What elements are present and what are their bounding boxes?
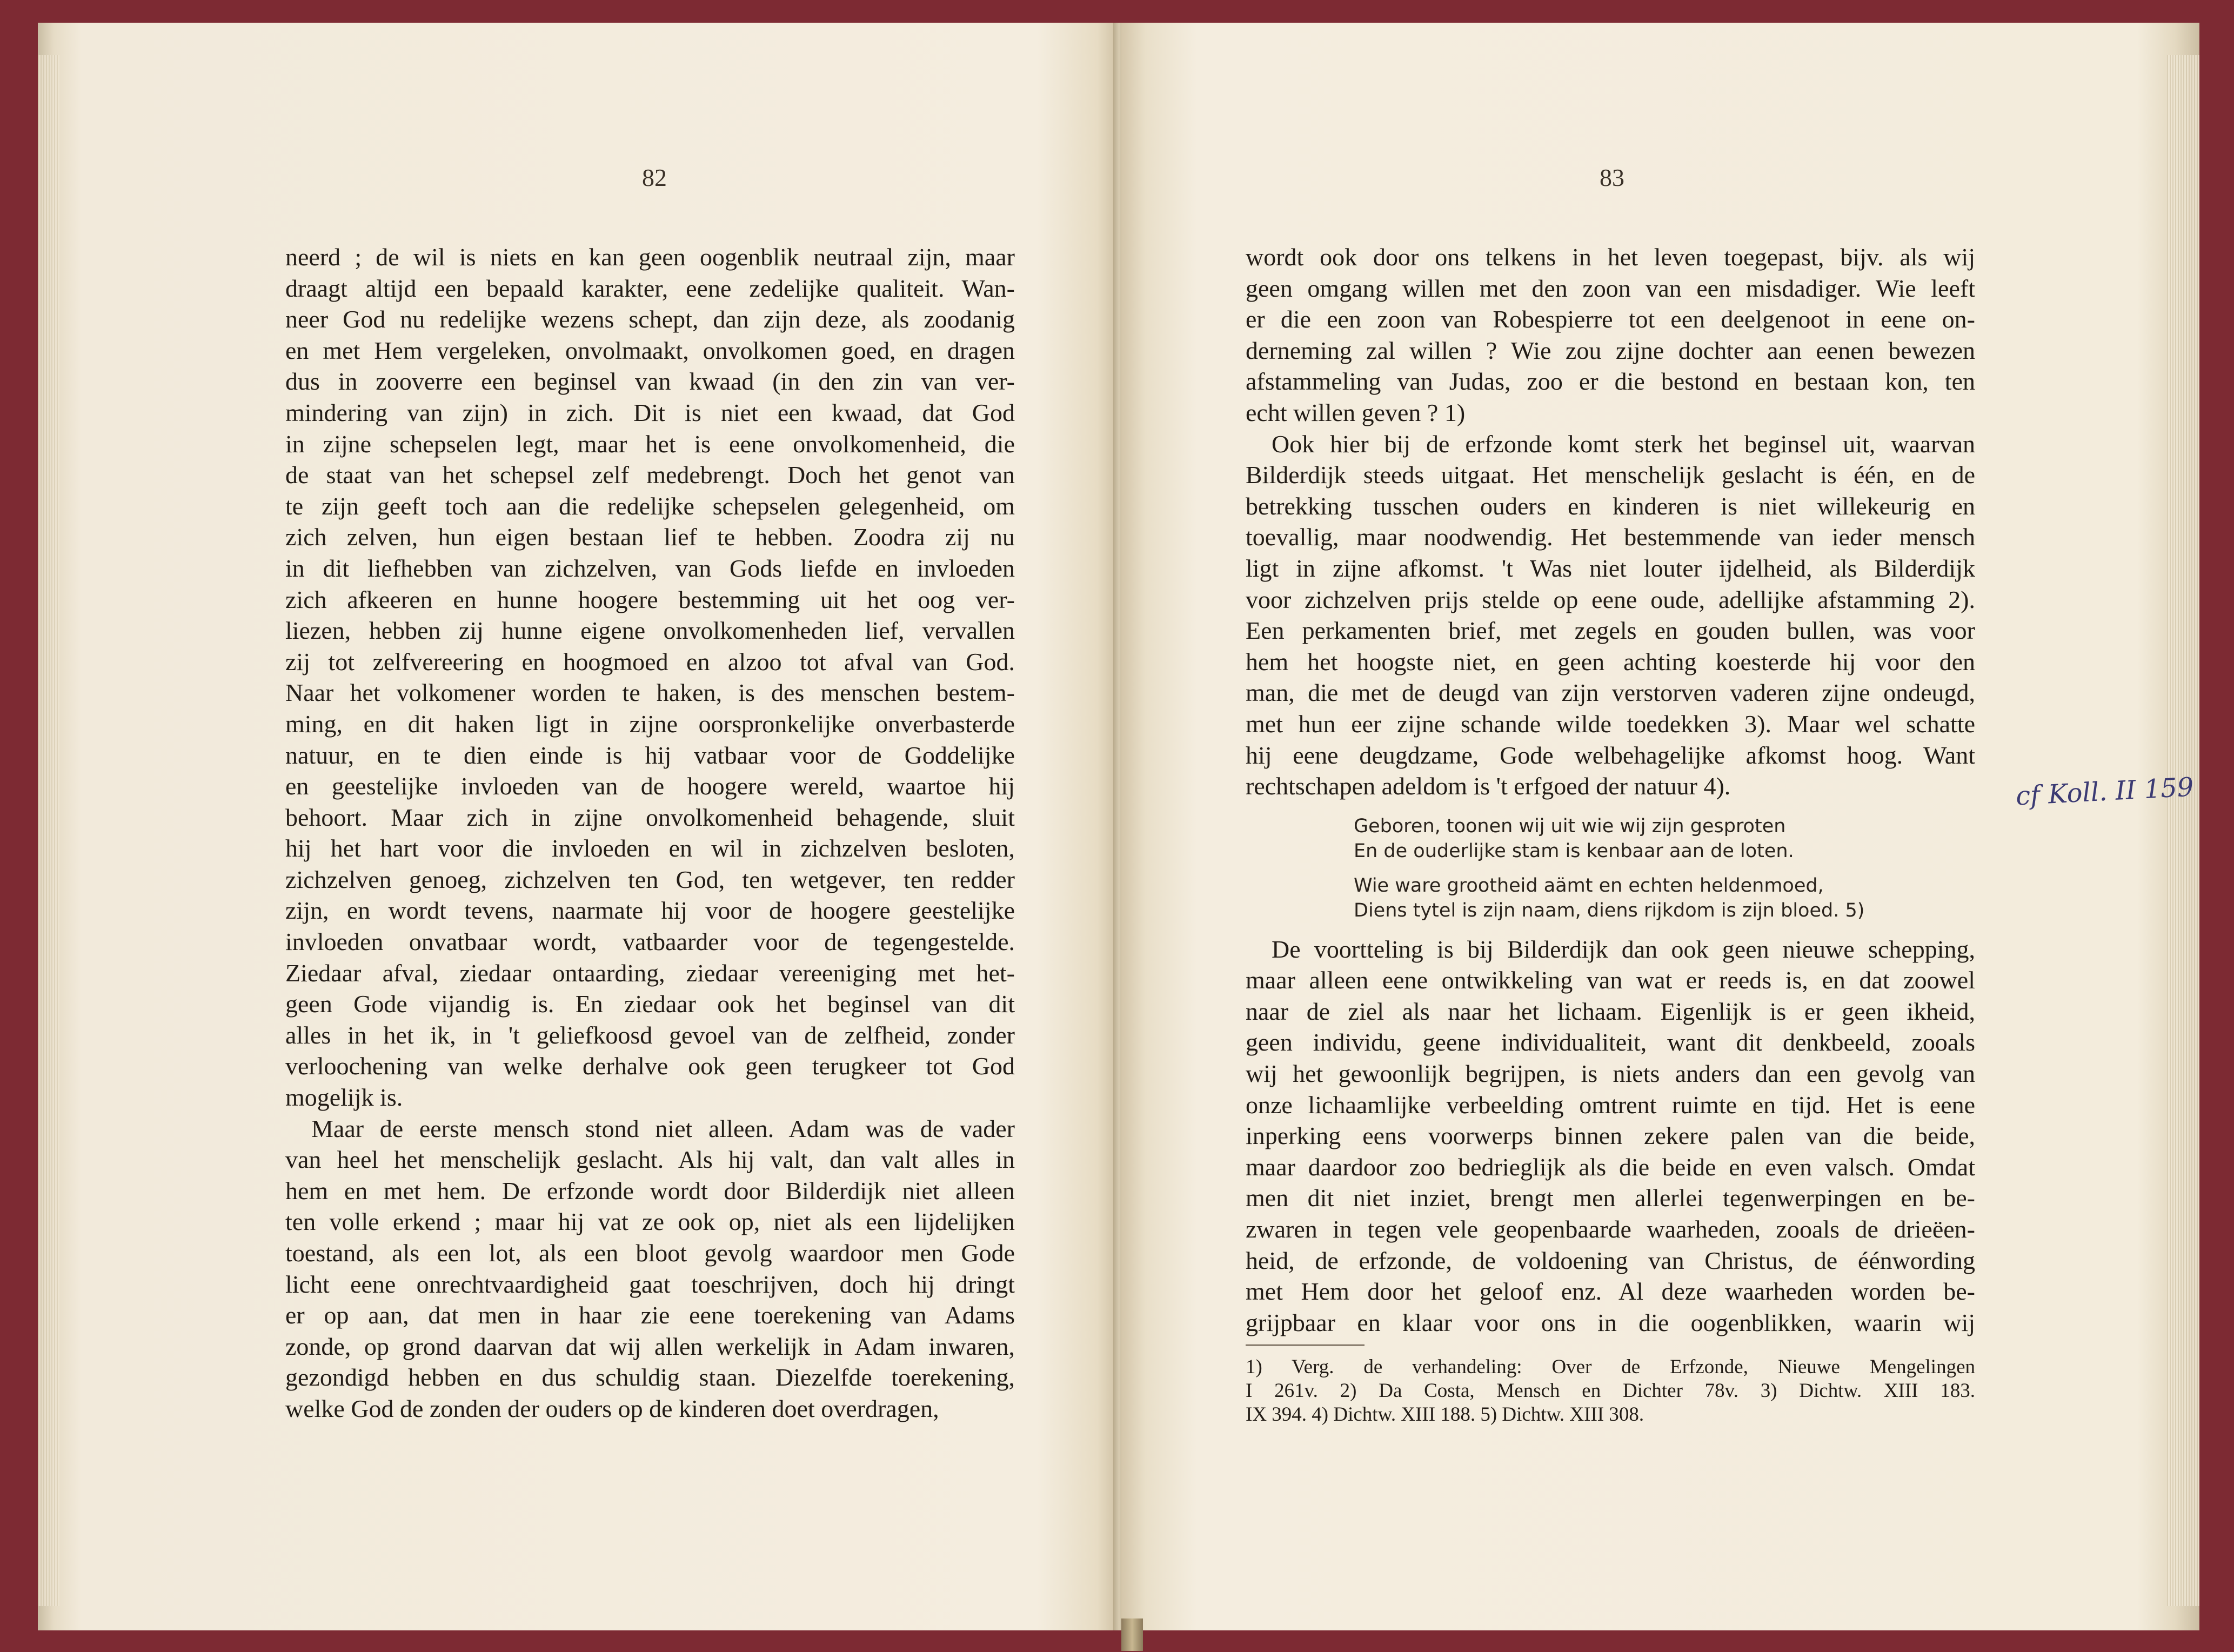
body-line: echt willen geven ? 1) — [1246, 398, 1466, 426]
handwritten-margin-note: cf Koll. II 159 — [2015, 772, 2195, 812]
body-line: geen Gode vijandig is. En ziedaar ook het beginsel van dit — [285, 990, 1015, 1018]
body-line: naar de ziel als naar het lichaam. Eigenlijk is er geen ikheid, — [1246, 997, 1975, 1025]
body-line: maar daardoor zoo bedrieglijk als die beide en even valsch. Omdat — [1246, 1153, 1975, 1181]
body-line: ten volle erkend ; maar hij vat ze ook op, niet als een lijdelijken — [285, 1208, 1015, 1236]
body-line: onze lichaamlijke verbeelding omtrent ruimte en tijd. Het is eene — [1246, 1091, 1975, 1119]
body-line: behoort. Maar zich in zijne onvolkomenheid behagende, sluit — [285, 803, 1015, 831]
body-line: gezondigd hebben en dus schuldig staan. Diezelfde toerekening, — [285, 1363, 1015, 1392]
stanza-gap — [1354, 864, 1975, 873]
right-page — [1121, 23, 2199, 1630]
body-line: dus in zooverre een beginsel van kwaad (in den zin van ver- — [285, 367, 1015, 396]
body-line: zichzelven genoeg, zichzelven ten God, ten wetgever, ten redder — [285, 865, 1015, 893]
body-line: invloeden onvatbaar wordt, vatbaarder voor de tegengestelde. — [285, 928, 1015, 956]
body-line: maar alleen eene ontwikkeling van wat er reeds is, en dat zoowel — [1246, 966, 1975, 994]
open-book-spread — [38, 23, 2199, 1630]
body-line: man, die met de deugd van zijn verstorven vaderen zijne ondeugd, — [1246, 679, 1975, 707]
body-line: van heel het menschelijk geslacht. Als hij valt, dan valt alles in — [285, 1146, 1015, 1174]
body-line: met hun eer zijne schande wilde toedekken 3). Maar wel schatte — [1246, 710, 1975, 738]
body-line: verloochening van welke derhalve ook geen terugkeer tot God — [285, 1052, 1015, 1080]
body-line: Ziedaar afval, ziedaar ontaarding, ziedaar vereeniging met het- — [285, 959, 1015, 987]
poem-line: En de ouderlijke stam is kenbaar aan de loten. — [1354, 840, 1794, 862]
body-line: hem het hoogste niet, en geen achting koesterde hij voor den — [1246, 647, 1975, 675]
ribbon-bookmark — [1121, 1618, 1143, 1651]
body-line: zich afkeeren en hunne hoogere bestemming uit het oog ver- — [285, 585, 1015, 613]
body-line: alles in het ik, in 't geliefkoosd gevoel van de zelfheid, zonder — [285, 1021, 1015, 1049]
body-line: en geestelijke invloeden van de hoogere wereld, waartoe hij — [285, 772, 1015, 800]
body-line: met Hem door het geloof enz. Al deze waarheden worden be- — [1246, 1278, 1975, 1306]
body-line: wordt ook door ons telkens in het leven toegepast, bijv. als wij — [1246, 243, 1975, 271]
left-page-number: 82 — [642, 164, 667, 191]
footnote-line: I 261v. 2) Da Costa, Mensch en Dichter 78v. 3) Dichtw. XIII 183. — [1246, 1380, 1975, 1402]
body-line: betrekking tusschen ouders en kinderen is niet willekeurig en — [1246, 492, 1975, 520]
body-line: afstammeling van Judas, zoo er die bestond en bestaan kon, ten — [1246, 367, 1975, 396]
poem-line: Geboren, toonen wij uit wie wij zijn gesproten — [1354, 815, 1786, 837]
body-line: voor zichzelven prijs stelde op eene oude, adellijke afstamming 2). — [1246, 585, 1975, 613]
body-line: in zijne schepselen legt, maar het is eene onvolkomenheid, die — [285, 430, 1015, 458]
body-line: ligt in zijne afkomst. 't Was niet louter ijdelheid, als Bilderdijk — [1246, 554, 1975, 582]
body-line: welke God de zonden der ouders op de kinderen doet overdragen, — [285, 1394, 939, 1422]
body-line: mogelijk is. — [285, 1084, 403, 1112]
body-line: neer God nu redelijke wezens schept, dan zijn deze, als zoodanig — [285, 305, 1015, 333]
body-line: Bilderdijk steeds uitgaat. Het menschelijk geslacht is één, en de — [1246, 461, 1975, 489]
right-top-paragraphs — [1246, 242, 1975, 802]
body-line: zonde, op grond daarvan dat wij allen werkelijk in Adam inwaren, — [285, 1332, 1015, 1360]
body-line: zij tot zelfvereering en hoogmoed en alzoo tot afval van God. — [285, 647, 1015, 675]
body-line: grijpbaar en klaar voor ons in die oogenblikken, waarin wij — [1246, 1308, 1975, 1336]
body-line: mindering van zijn) in zich. Dit is niet een kwaad, dat God — [285, 398, 1015, 426]
body-line: draagt altijd een bepaald karakter, eene zedelijke qualiteit. Wan- — [285, 274, 1015, 302]
body-line: liezen, hebben zij hunne eigene onvolkomenheden lief, vervallen — [285, 617, 1015, 645]
body-line: De voortteling is bij Bilderdijk dan ook geen nieuwe schepping, — [1272, 935, 1975, 963]
body-line: geen omgang willen met den zoon van een misdadiger. Wie leeft — [1246, 274, 1975, 302]
body-line: toestand, als een lot, als een bloot gevolg waardoor men Gode — [285, 1239, 1015, 1267]
footnote-line: 1) Verg. de verhandeling: Over de Erfzonde, Nieuwe Mengelingen — [1246, 1356, 1975, 1379]
footnote-line: IX 394. 4) Dichtw. XIII 188. 5) Dichtw. XIII 308. — [1246, 1403, 1644, 1426]
body-line: Een perkamenten brief, met zegels en gouden bullen, was voor — [1246, 617, 1975, 645]
body-line: in dit liefhebben van zichzelven, van Gods liefde en invloeden — [285, 554, 1015, 582]
left-page — [38, 23, 1116, 1630]
body-line: neerd ; de wil is niets en kan geen oogenblik neutraal zijn, maar — [285, 243, 1015, 271]
right-page-number: 83 — [1600, 164, 1624, 191]
body-line: derneming zal willen ? Wie zou zijne dochter aan eenen bewezen — [1246, 336, 1975, 364]
body-line: en met Hem vergeleken, onvolmaakt, onvolkomen goed, en dragen — [285, 336, 1015, 364]
right-bottom-paragraph — [1246, 934, 1975, 1339]
body-line: Naar het volkomener worden te haken, is des menschen bestem- — [285, 679, 1015, 707]
body-line: zijn, en wordt tevens, naarmate hij voor de hoogere geestelijke — [285, 897, 1015, 925]
body-line: zwaren in tegen vele geopenbaarde waarheden, zooals de drieëen- — [1246, 1215, 1975, 1243]
body-line: inperking eens voorwerps binnen zekere palen van die beide, — [1246, 1122, 1975, 1150]
body-line: rechtschapen adeldom is 't erfgoed der natuur 4). — [1246, 772, 1731, 800]
left-page-body — [285, 242, 1015, 1424]
body-line: zich zelven, hun eigen bestaan lief te hebben. Zoodra zij nu — [285, 523, 1015, 551]
body-line: hij eene deugdzame, Gode welbehagelijke afkomst hoog. Want — [1246, 741, 1975, 769]
body-line: ming, en dit haken ligt in zijne oorspronkelijke onverbasterde — [285, 710, 1015, 738]
body-line: men dit niet inziet, brengt men allerlei tegenwerpingen en be- — [1246, 1184, 1975, 1212]
footnotes — [1246, 1355, 1975, 1427]
footnote-rule — [1246, 1345, 1365, 1346]
body-line: Maar de eerste mensch stond niet alleen. Adam was de vader — [311, 1114, 1015, 1142]
body-line: te zijn geeft toch aan die redelijke schepselen gelegenheid, om — [285, 492, 1015, 520]
body-line: er op aan, dat men in haar zie eene toerekening van Adams — [285, 1301, 1015, 1329]
body-line: toevallig, maar noodwendig. Het bestemmende van ieder mensch — [1246, 523, 1975, 551]
body-line: Ook hier bij de erfzonde komt sterk het beginsel uit, waarvan — [1272, 430, 1975, 458]
body-line: heid, de erfzonde, de voldoening van Christus, de éénwording — [1246, 1246, 1975, 1274]
body-line: er die een zoon van Robespierre tot een deelgenoot in eene on- — [1246, 305, 1975, 333]
body-line: de staat van het schepsel zelf medebrengt. Doch het genot van — [285, 461, 1015, 489]
body-line: licht eene onrechtvaardigheid gaat toeschrijven, doch hij dringt — [285, 1270, 1015, 1298]
body-line: hem en met hem. De erfzonde wordt door Bilderdijk niet alleen — [285, 1176, 1015, 1205]
poem-quotation — [1354, 814, 1975, 923]
body-line: natuur, en te dien einde is hij vatbaar voor de Goddelijke — [285, 741, 1015, 769]
poem-line: Wie ware grootheid aämt en echten heldenmoed, — [1354, 874, 1824, 897]
right-page-body — [1246, 242, 1975, 1427]
left-page-edges — [38, 55, 59, 1606]
poem-line: Diens tytel is zijn naam, diens rijkdom is zijn bloed. 5) — [1354, 899, 1865, 921]
body-line: hij het hart voor die invloeden en wil in zichzelven besloten, — [285, 834, 1015, 862]
right-page-edges — [2167, 55, 2199, 1606]
body-line: geen individu, geene individualiteit, want dit denkbeeld, zooals — [1246, 1028, 1975, 1056]
body-line: wij het gewoonlijk begrijpen, is niets anders dan een gevolg van — [1246, 1060, 1975, 1088]
